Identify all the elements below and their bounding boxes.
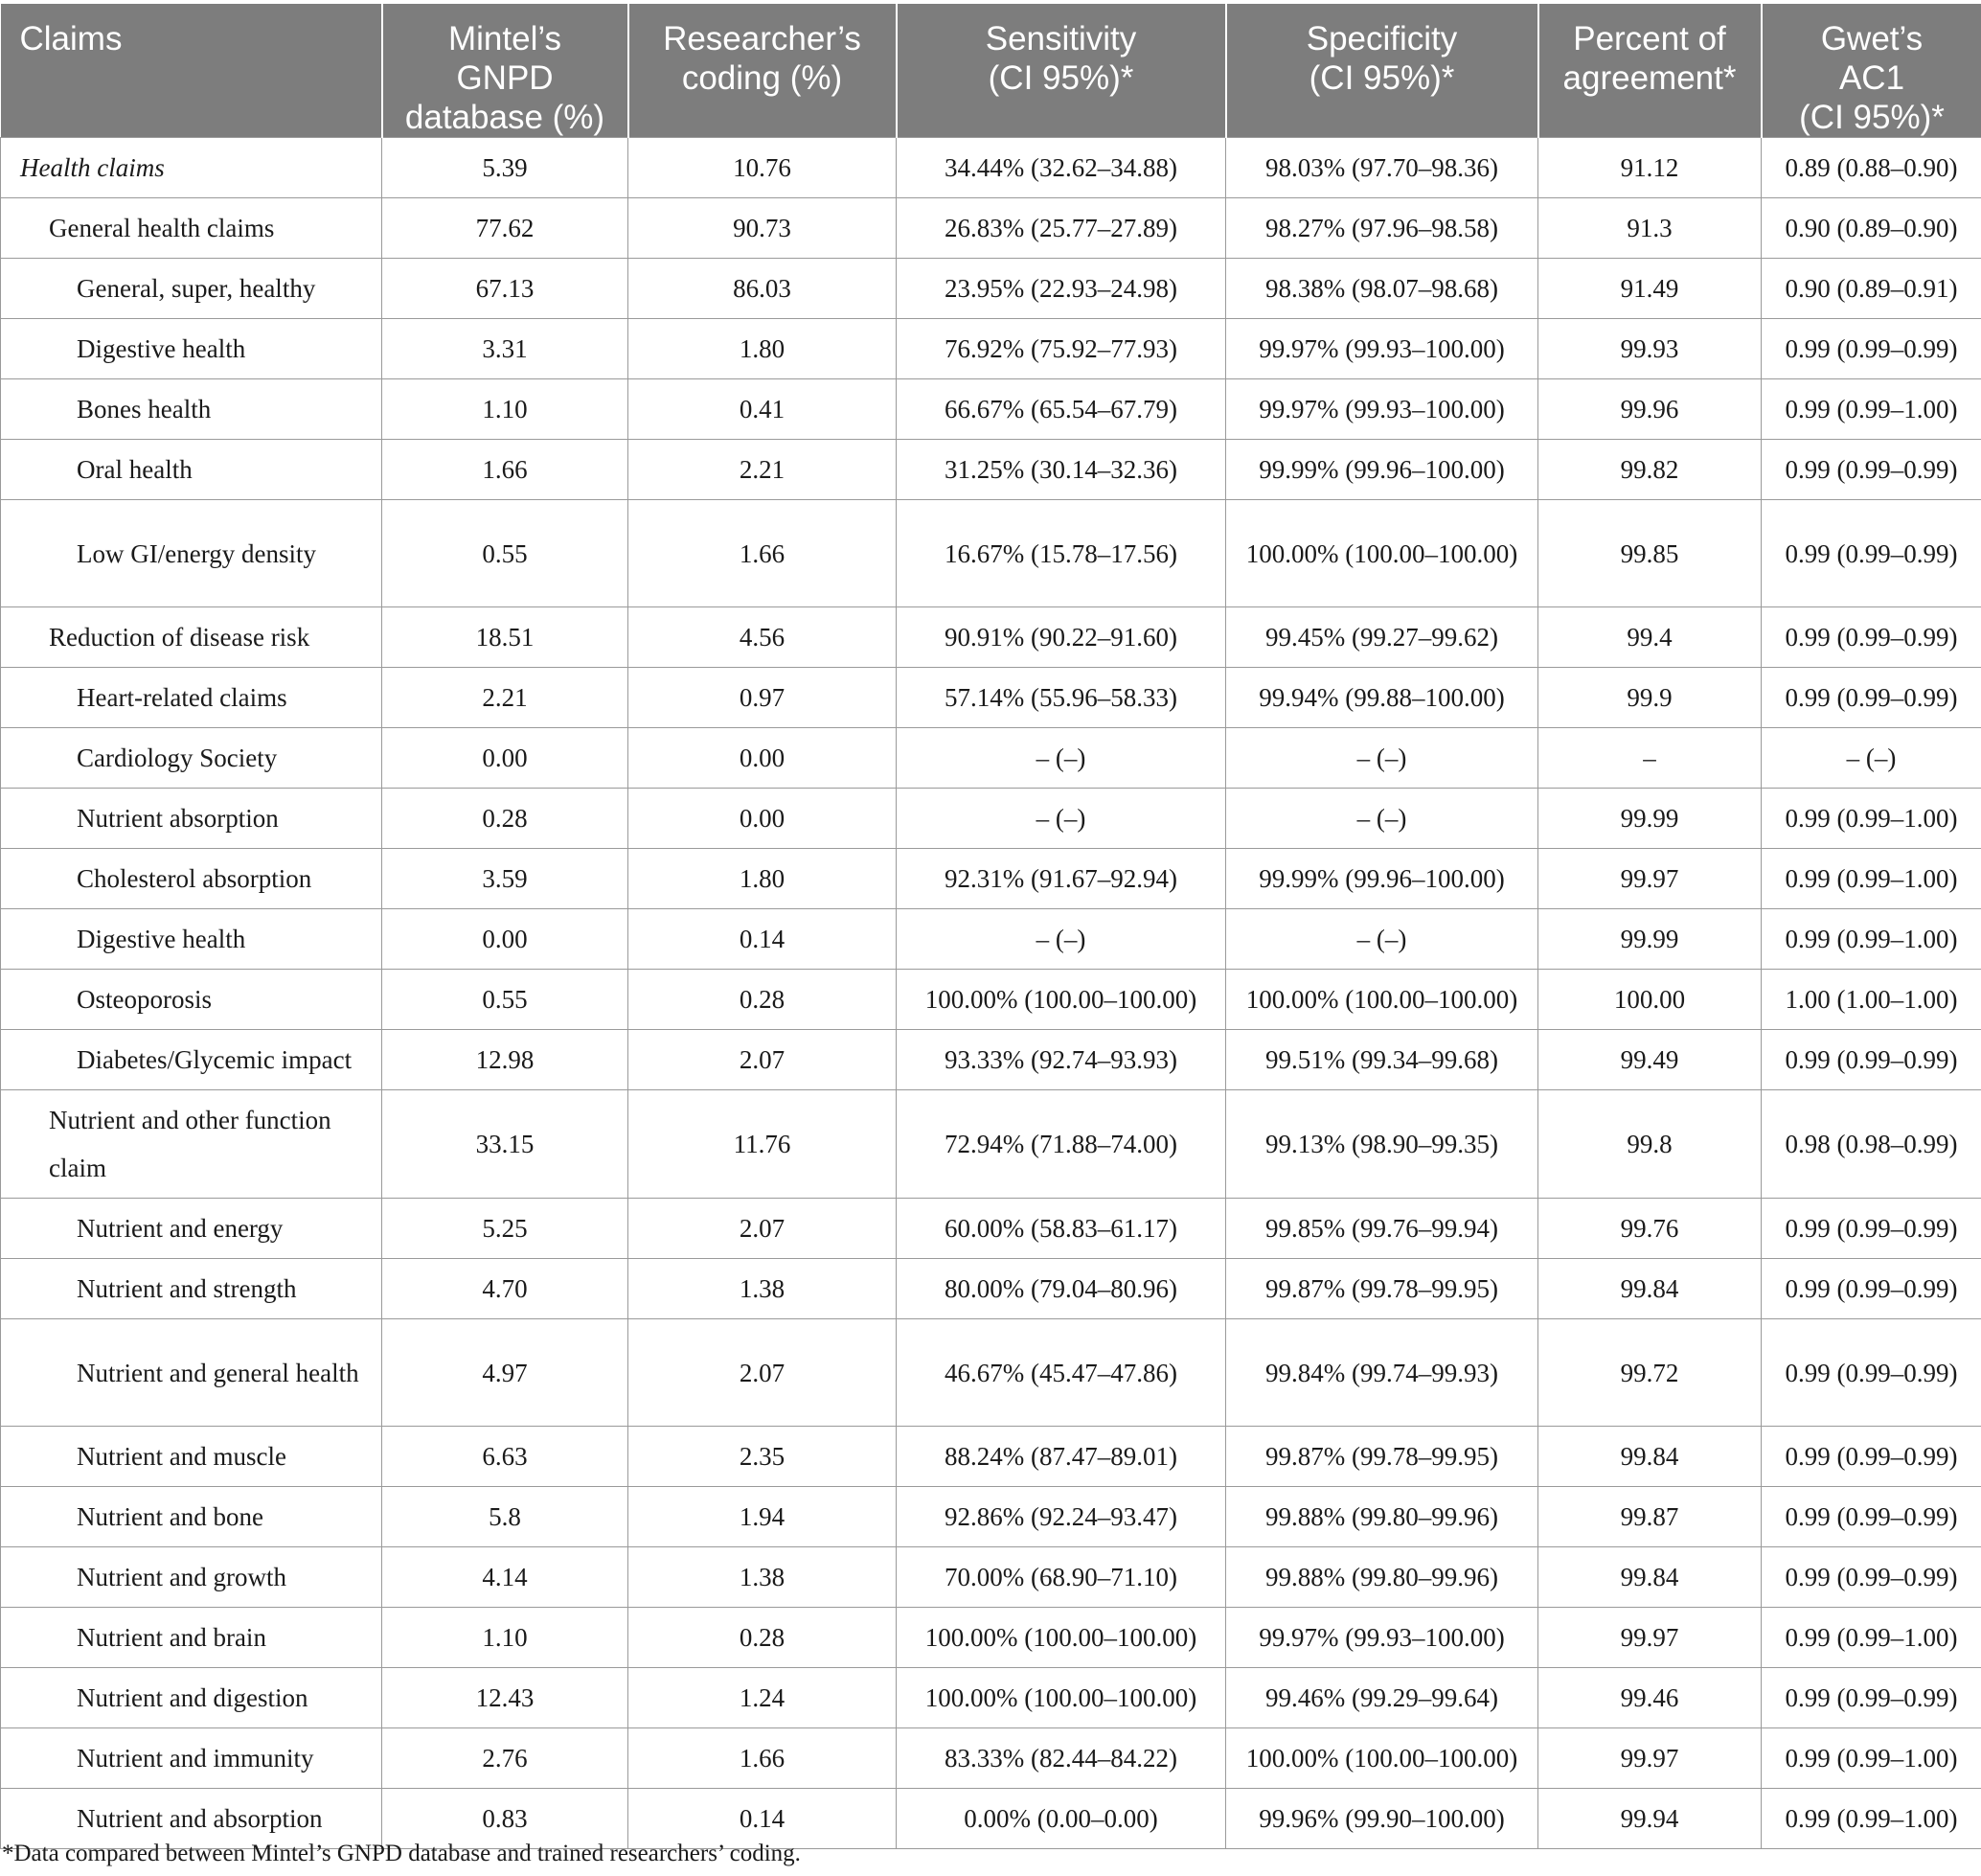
cell-researcher: 2.07 (628, 1199, 897, 1259)
cell-sensitivity: – (–) (897, 789, 1226, 849)
cell-claim: Reduction of disease risk (1, 607, 382, 668)
cell-sensitivity: 76.92% (75.92–77.93) (897, 319, 1226, 379)
cell-researcher: 90.73 (628, 198, 897, 259)
cell-researcher: 1.80 (628, 319, 897, 379)
cell-sensitivity: 66.67% (65.54–67.79) (897, 379, 1226, 440)
cell-mintel: 77.62 (382, 198, 628, 259)
cell-agreement: 99.93 (1538, 319, 1762, 379)
cell-agreement: 99.97 (1538, 849, 1762, 909)
cell-sensitivity: 60.00% (58.83–61.17) (897, 1199, 1226, 1259)
cell-gwet: 0.99 (0.99–1.00) (1762, 1608, 1981, 1668)
cell-mintel: 0.00 (382, 909, 628, 970)
table-row (1, 1547, 1981, 1608)
cell-gwet: 0.99 (0.99–0.99) (1762, 500, 1981, 607)
cell-claim: Nutrient and immunity (1, 1728, 382, 1789)
cell-claim: Osteoporosis (1, 970, 382, 1030)
cell-researcher: 1.38 (628, 1259, 897, 1319)
cell-mintel: 18.51 (382, 607, 628, 668)
cell-mintel: 0.00 (382, 728, 628, 789)
header-gwets-ac1: Gwet’s AC1 (CI 95%)* (1762, 4, 1981, 138)
cell-agreement: 99.8 (1538, 1090, 1762, 1199)
cell-mintel: 12.98 (382, 1030, 628, 1090)
cell-claim: Health claims (1, 138, 382, 198)
cell-specificity: – (–) (1226, 728, 1538, 789)
cell-researcher: 1.38 (628, 1547, 897, 1608)
table-row (1, 1090, 1981, 1199)
cell-sensitivity: 88.24% (87.47–89.01) (897, 1427, 1226, 1487)
cell-agreement: 99.72 (1538, 1319, 1762, 1427)
header-claims: Claims (1, 4, 382, 138)
cell-researcher: 2.21 (628, 440, 897, 500)
cell-specificity: 100.00% (100.00–100.00) (1226, 970, 1538, 1030)
cell-claim: Cholesterol absorption (1, 849, 382, 909)
cell-claim: Nutrient and strength (1, 1259, 382, 1319)
cell-mintel: 3.31 (382, 319, 628, 379)
cell-gwet: 0.99 (0.99–0.99) (1762, 1030, 1981, 1090)
cell-claim: Nutrient and digestion (1, 1668, 382, 1728)
cell-mintel: 1.10 (382, 379, 628, 440)
cell-agreement: 91.12 (1538, 138, 1762, 198)
table-row (1, 379, 1981, 440)
cell-specificity: – (–) (1226, 909, 1538, 970)
cell-sensitivity: 57.14% (55.96–58.33) (897, 668, 1226, 728)
cell-gwet: 0.99 (0.99–0.99) (1762, 1259, 1981, 1319)
cell-researcher: 0.28 (628, 1608, 897, 1668)
cell-sensitivity: 100.00% (100.00–100.00) (897, 1668, 1226, 1728)
table-row (1, 909, 1981, 970)
cell-sensitivity: – (–) (897, 728, 1226, 789)
cell-claim: Cardiology Society (1, 728, 382, 789)
cell-specificity: 99.97% (99.93–100.00) (1226, 1608, 1538, 1668)
cell-gwet: 0.99 (0.99–1.00) (1762, 789, 1981, 849)
cell-mintel: 4.14 (382, 1547, 628, 1608)
header-researcher-coding: Researcher’s coding (%) (628, 4, 897, 138)
table-row (1, 789, 1981, 849)
cell-mintel: 1.66 (382, 440, 628, 500)
cell-mintel: 5.39 (382, 138, 628, 198)
cell-specificity: 99.87% (99.78–99.95) (1226, 1427, 1538, 1487)
table-row (1, 970, 1981, 1030)
cell-specificity: 99.51% (99.34–99.68) (1226, 1030, 1538, 1090)
cell-mintel: 0.28 (382, 789, 628, 849)
table-row (1, 668, 1981, 728)
cell-claim: Bones health (1, 379, 382, 440)
cell-sensitivity: 70.00% (68.90–71.10) (897, 1547, 1226, 1608)
table-row (1, 319, 1981, 379)
cell-gwet: 1.00 (1.00–1.00) (1762, 970, 1981, 1030)
cell-gwet: 0.99 (0.99–1.00) (1762, 379, 1981, 440)
table-row (1, 1608, 1981, 1668)
table-row (1, 1668, 1981, 1728)
cell-agreement: 91.49 (1538, 259, 1762, 319)
table-row (1, 1487, 1981, 1547)
cell-researcher: 1.94 (628, 1487, 897, 1547)
cell-sensitivity: 80.00% (79.04–80.96) (897, 1259, 1226, 1319)
cell-gwet: 0.99 (0.99–0.99) (1762, 1487, 1981, 1547)
header-sensitivity: Sensitivity (CI 95%)* (897, 4, 1226, 138)
cell-mintel: 4.70 (382, 1259, 628, 1319)
cell-agreement: 99.99 (1538, 909, 1762, 970)
cell-sensitivity: 23.95% (22.93–24.98) (897, 259, 1226, 319)
cell-specificity: 100.00% (100.00–100.00) (1226, 500, 1538, 607)
table-footnote: *Data compared between Mintel’s GNPD database and trained researchers’ coding. (2, 1841, 801, 1866)
cell-gwet: 0.99 (0.99–0.99) (1762, 1427, 1981, 1487)
cell-mintel: 12.43 (382, 1668, 628, 1728)
cell-gwet: 0.99 (0.99–0.99) (1762, 1319, 1981, 1427)
cell-mintel: 0.55 (382, 970, 628, 1030)
cell-specificity: 99.85% (99.76–99.94) (1226, 1199, 1538, 1259)
cell-sensitivity: – (–) (897, 909, 1226, 970)
cell-sensitivity: 92.31% (91.67–92.94) (897, 849, 1226, 909)
cell-claim: Nutrient and energy (1, 1199, 382, 1259)
table-row (1, 1030, 1981, 1090)
cell-claim: Oral health (1, 440, 382, 500)
cell-specificity: 99.84% (99.74–99.93) (1226, 1319, 1538, 1427)
cell-gwet: 0.99 (0.99–1.00) (1762, 1789, 1981, 1849)
cell-specificity: – (–) (1226, 789, 1538, 849)
cell-specificity: 99.13% (98.90–99.35) (1226, 1090, 1538, 1199)
cell-sensitivity: 83.33% (82.44–84.22) (897, 1728, 1226, 1789)
table-row (1, 138, 1981, 198)
table-row (1, 1319, 1981, 1427)
cell-specificity: 99.46% (99.29–99.64) (1226, 1668, 1538, 1728)
cell-mintel: 4.97 (382, 1319, 628, 1427)
cell-specificity: 99.99% (99.96–100.00) (1226, 440, 1538, 500)
cell-gwet: 0.99 (0.99–1.00) (1762, 1728, 1981, 1789)
cell-claim: Nutrient absorption (1, 789, 382, 849)
cell-mintel: 5.25 (382, 1199, 628, 1259)
header-percent-agreement: Percent of agreement* (1538, 4, 1762, 138)
cell-sensitivity: 100.00% (100.00–100.00) (897, 1608, 1226, 1668)
cell-gwet: 0.99 (0.99–0.99) (1762, 1668, 1981, 1728)
cell-gwet: 0.99 (0.99–0.99) (1762, 1199, 1981, 1259)
cell-specificity: 99.97% (99.93–100.00) (1226, 379, 1538, 440)
cell-sensitivity: 93.33% (92.74–93.93) (897, 1030, 1226, 1090)
cell-specificity: 99.45% (99.27–99.62) (1226, 607, 1538, 668)
cell-researcher: 0.00 (628, 789, 897, 849)
cell-sensitivity: 72.94% (71.88–74.00) (897, 1090, 1226, 1199)
cell-agreement: 99.76 (1538, 1199, 1762, 1259)
cell-agreement: 99.46 (1538, 1668, 1762, 1728)
cell-specificity: 99.97% (99.93–100.00) (1226, 319, 1538, 379)
cell-researcher: 0.14 (628, 909, 897, 970)
table-row (1, 728, 1981, 789)
table-row (1, 1259, 1981, 1319)
cell-gwet: 0.89 (0.88–0.90) (1762, 138, 1981, 198)
cell-researcher: 2.07 (628, 1030, 897, 1090)
cell-researcher: 0.41 (628, 379, 897, 440)
cell-claim: Digestive health (1, 319, 382, 379)
cell-gwet: – (–) (1762, 728, 1981, 789)
cell-gwet: 0.99 (0.99–0.99) (1762, 1547, 1981, 1608)
cell-mintel: 6.63 (382, 1427, 628, 1487)
cell-researcher: 11.76 (628, 1090, 897, 1199)
cell-claim: Digestive health (1, 909, 382, 970)
cell-gwet: 0.90 (0.89–0.91) (1762, 259, 1981, 319)
table-body (1, 138, 1981, 1849)
cell-researcher: 0.97 (628, 668, 897, 728)
cell-mintel: 0.55 (382, 500, 628, 607)
cell-gwet: 0.99 (0.99–0.99) (1762, 440, 1981, 500)
header-row (1, 4, 1981, 138)
cell-agreement: – (1538, 728, 1762, 789)
cell-agreement: 99.97 (1538, 1608, 1762, 1668)
cell-researcher: 2.07 (628, 1319, 897, 1427)
table-row (1, 1199, 1981, 1259)
cell-mintel: 2.76 (382, 1728, 628, 1789)
cell-gwet: 0.99 (0.99–1.00) (1762, 849, 1981, 909)
header-mintel-gnpd: Mintel’s GNPD database (%) (382, 4, 628, 138)
cell-agreement: 99.84 (1538, 1259, 1762, 1319)
cell-researcher: 1.66 (628, 1728, 897, 1789)
cell-specificity: 99.94% (99.88–100.00) (1226, 668, 1538, 728)
cell-agreement: 99.96 (1538, 379, 1762, 440)
table-row (1, 198, 1981, 259)
cell-researcher: 86.03 (628, 259, 897, 319)
cell-researcher: 1.66 (628, 500, 897, 607)
cell-agreement: 99.82 (1538, 440, 1762, 500)
cell-mintel: 33.15 (382, 1090, 628, 1199)
cell-gwet: 0.98 (0.98–0.99) (1762, 1090, 1981, 1199)
cell-sensitivity: 31.25% (30.14–32.36) (897, 440, 1226, 500)
cell-sensitivity: 46.67% (45.47–47.86) (897, 1319, 1226, 1427)
cell-agreement: 99.49 (1538, 1030, 1762, 1090)
cell-specificity: 98.27% (97.96–98.58) (1226, 198, 1538, 259)
cell-gwet: 0.99 (0.99–0.99) (1762, 668, 1981, 728)
claims-table (0, 4, 1981, 1849)
cell-agreement: 91.3 (1538, 198, 1762, 259)
cell-specificity: 99.99% (99.96–100.00) (1226, 849, 1538, 909)
cell-agreement: 99.84 (1538, 1547, 1762, 1608)
table-row (1, 1427, 1981, 1487)
cell-mintel: 67.13 (382, 259, 628, 319)
cell-agreement: 99.9 (1538, 668, 1762, 728)
cell-claim: Heart-related claims (1, 668, 382, 728)
cell-sensitivity: 26.83% (25.77–27.89) (897, 198, 1226, 259)
cell-agreement: 99.87 (1538, 1487, 1762, 1547)
table-row (1, 849, 1981, 909)
cell-sensitivity: 34.44% (32.62–34.88) (897, 138, 1226, 198)
table-row (1, 440, 1981, 500)
cell-claim: Nutrient and brain (1, 1608, 382, 1668)
cell-sensitivity: 0.00% (0.00–0.00) (897, 1789, 1226, 1849)
cell-mintel: 1.10 (382, 1608, 628, 1668)
cell-specificity: 99.88% (99.80–99.96) (1226, 1547, 1538, 1608)
table-row (1, 1728, 1981, 1789)
cell-specificity: 99.88% (99.80–99.96) (1226, 1487, 1538, 1547)
table-row (1, 607, 1981, 668)
cell-claim: Nutrient and growth (1, 1547, 382, 1608)
cell-mintel: 0.83 (382, 1789, 628, 1849)
table-row (1, 259, 1981, 319)
cell-agreement: 100.00 (1538, 970, 1762, 1030)
cell-gwet: 0.99 (0.99–0.99) (1762, 319, 1981, 379)
cell-agreement: 99.85 (1538, 500, 1762, 607)
cell-agreement: 99.99 (1538, 789, 1762, 849)
cell-sensitivity: 92.86% (92.24–93.47) (897, 1487, 1226, 1547)
cell-claim: Nutrient and other function claim (1, 1090, 382, 1199)
cell-researcher: 0.28 (628, 970, 897, 1030)
cell-agreement: 99.84 (1538, 1427, 1762, 1487)
cell-researcher: 1.24 (628, 1668, 897, 1728)
cell-researcher: 10.76 (628, 138, 897, 198)
table-row (1, 500, 1981, 607)
cell-claim: General, super, healthy (1, 259, 382, 319)
cell-claim: Low GI/energy density (1, 500, 382, 607)
cell-claim: Nutrient and general health (1, 1319, 382, 1427)
cell-researcher: 0.00 (628, 728, 897, 789)
cell-researcher: 1.80 (628, 849, 897, 909)
cell-researcher: 2.35 (628, 1427, 897, 1487)
cell-mintel: 2.21 (382, 668, 628, 728)
cell-sensitivity: 100.00% (100.00–100.00) (897, 970, 1226, 1030)
cell-agreement: 99.97 (1538, 1728, 1762, 1789)
cell-specificity: 98.38% (98.07–98.68) (1226, 259, 1538, 319)
cell-specificity: 99.96% (99.90–100.00) (1226, 1789, 1538, 1849)
cell-mintel: 3.59 (382, 849, 628, 909)
cell-mintel: 5.8 (382, 1487, 628, 1547)
cell-sensitivity: 16.67% (15.78–17.56) (897, 500, 1226, 607)
cell-specificity: 100.00% (100.00–100.00) (1226, 1728, 1538, 1789)
cell-sensitivity: 90.91% (90.22–91.60) (897, 607, 1226, 668)
cell-claim: General health claims (1, 198, 382, 259)
cell-claim: Diabetes/Glycemic impact (1, 1030, 382, 1090)
cell-specificity: 98.03% (97.70–98.36) (1226, 138, 1538, 198)
cell-specificity: 99.87% (99.78–99.95) (1226, 1259, 1538, 1319)
cell-gwet: 0.99 (0.99–1.00) (1762, 909, 1981, 970)
cell-gwet: 0.90 (0.89–0.90) (1762, 198, 1981, 259)
cell-claim: Nutrient and bone (1, 1487, 382, 1547)
cell-gwet: 0.99 (0.99–0.99) (1762, 607, 1981, 668)
cell-researcher: 4.56 (628, 607, 897, 668)
cell-claim: Nutrient and muscle (1, 1427, 382, 1487)
cell-agreement: 99.4 (1538, 607, 1762, 668)
cell-agreement: 99.94 (1538, 1789, 1762, 1849)
cell-claim: Nutrient and absorption (1, 1789, 382, 1849)
header-specificity: Specificity (CI 95%)* (1226, 4, 1538, 138)
cell-researcher: 0.14 (628, 1789, 897, 1849)
